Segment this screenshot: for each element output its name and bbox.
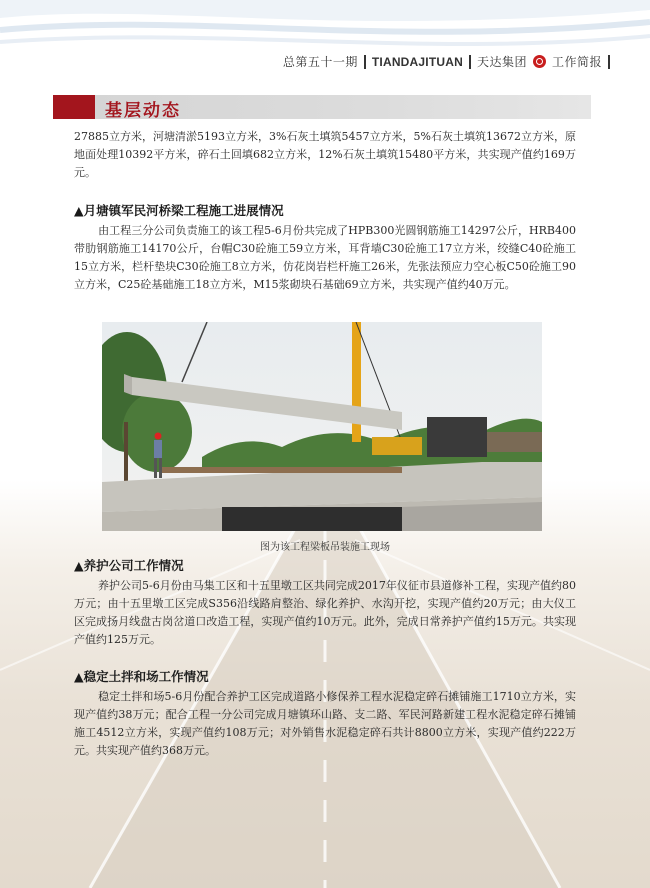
company-name: 天达集团	[476, 55, 527, 69]
article-body: 由工程三分公司负责施工的该工程5-6月份共完成了HPB300光圆钢筋施工14297公斤，HRB400带肋钢筋施工14170公斤，台帽C30砼施工59立方米，耳背墙C30砼施工17立方米，绞缝C40砼施工15立方米，栏杆垫块C30砼施工8立方米，仿花岗岩栏杆施工26米，先张法预应力空心板C50砼施工90立方米，C25砼基础施工18立方米，M15浆砌块石基础69立方米，共实现产值约40万元。	[74, 224, 576, 291]
article-body: 稳定土拌和场5-6月份配合养护工区完成道路小修保养工程水泥稳定碎石摊铺施工1710立方米，实现产值约38万元；配合工程一分公司完成月塘镇环山路、支二路、军民河路新建工程水泥稳定碎石摊铺施工4512立方米，实现产值约108万元；对外销售水泥稳定碎石共计8800立方米，实现产值约222万元。共实现产值约368万元。	[74, 690, 576, 757]
photo-caption: 图为该工程梁板吊装施工现场	[260, 542, 390, 553]
intro-paragraph: 27885立方米，河塘清淤5193立方米，3%石灰土填筑5457立方米，5%石灰土填筑13672立方米，原地面处理10392平方米，碎石土回填682立方米，12%石灰土填筑15480平方米，共实现产值约169万元。	[74, 130, 576, 179]
bulletin-name: 工作简报	[551, 55, 602, 69]
issue-number: 总第五十一期	[282, 55, 358, 69]
article-body: 养护公司5-6月份由马集工区和十五里墩工区共同完成2017年仪征市县道修补工程，实现产值约80万元；由十五里墩工区完成S356沿线路肩整治、绿化养护、水沟开挖，实现产值约20万元；由大仪工区完成扬月线盘古岗岔道口改造工程，实现产值约10万元。此外，完成日常养护产值约15万元。共实现产值约125万元。	[74, 579, 576, 646]
section-title: 基层动态	[105, 101, 181, 121]
header-divider	[608, 55, 610, 69]
article-heading: ▲稳定土拌和场工作情况	[74, 669, 209, 684]
header-divider	[364, 55, 366, 69]
section-accent-block	[53, 95, 95, 119]
header-divider	[469, 55, 471, 69]
article-heading: ▲养护公司工作情况	[74, 558, 184, 573]
section-title-bar	[53, 95, 591, 119]
page-header	[283, 53, 610, 70]
brand-name: TIANDAJITUAN	[371, 54, 463, 69]
company-logo-icon	[533, 55, 546, 68]
article-heading: ▲月塘镇军民河桥梁工程施工进展情况	[74, 203, 284, 218]
construction-photo	[102, 322, 542, 531]
